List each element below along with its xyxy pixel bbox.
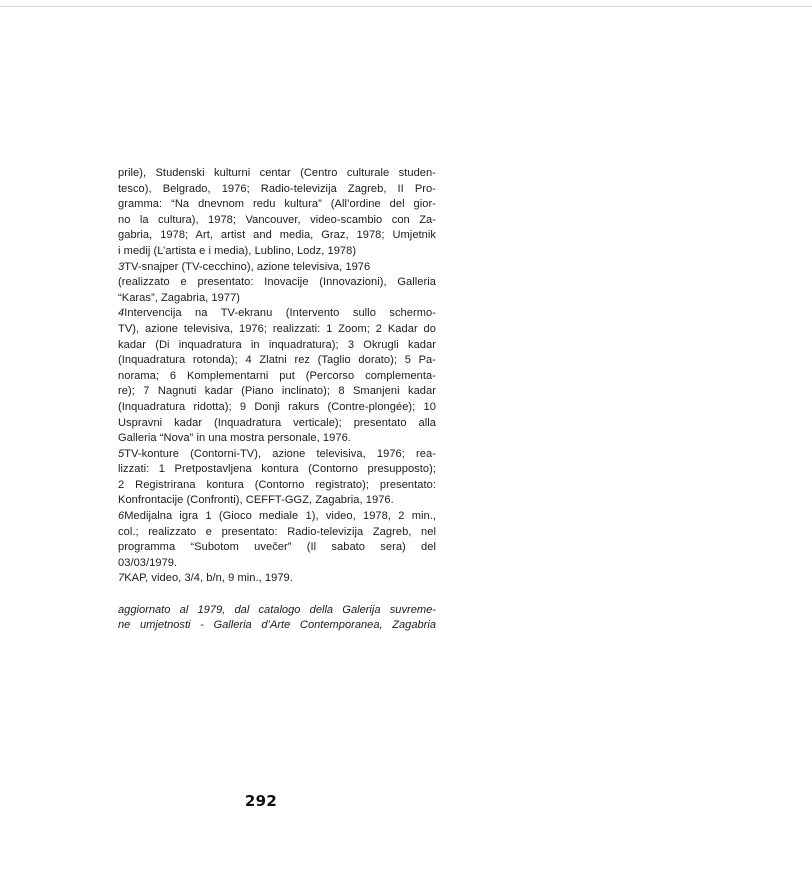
text-line <box>118 291 436 307</box>
text-line <box>118 525 436 541</box>
text-line <box>118 322 436 338</box>
source-note-line: ne umjetnosti - Galleria d’Arte Contemporanea, Zagabria <box>118 619 436 632</box>
line-text: TV-konture (Contorni-TV), azione televisiva, 1976; rea- <box>124 447 436 460</box>
text-line <box>118 260 436 276</box>
text-line <box>118 338 436 354</box>
line-text: Medijalna igra 1 (Gioco mediale 1), video, 1978, 2 min., <box>124 510 436 523</box>
line-text: “Karas”, Zagabria, 1977) <box>118 291 241 304</box>
note-number: 6 <box>118 510 125 523</box>
text-line <box>118 556 436 572</box>
line-text: i medij (L’artista e i media), Lublino, Lodz, 1978) <box>118 244 357 257</box>
line-text: (Inquadratura ridotta); 9 Donji rakurs (Contre-plongée); 10 <box>118 400 436 413</box>
text-line <box>118 540 436 556</box>
line-text: tesco), Belgrado, 1976; Radio-televizija Zagreb, II Pro- <box>118 182 436 195</box>
text-line <box>118 509 436 525</box>
text-line <box>118 369 436 385</box>
line-text: (realizzato e presentato: Inovacije (Innovazioni), Galleria <box>118 276 436 289</box>
line-text: Galleria “Nova” in una mostra personale, 1976. <box>118 432 351 445</box>
line-text: re); 7 Nagnuti kadar (Piano inclinato); 8 Smanjeni kadar <box>118 385 436 398</box>
line-text: programma “Subotom uvečer” (Il sabato sera) del <box>118 541 436 554</box>
text-line <box>118 244 436 260</box>
line-text: 2 Registrirana kontura (Contorno registrato); presentato: <box>118 478 436 491</box>
text-line <box>118 306 436 322</box>
body-text-column <box>118 166 436 634</box>
text-line <box>118 462 436 478</box>
note-number: 5 <box>118 447 125 460</box>
text-line <box>118 228 436 244</box>
note-number: 4 <box>118 307 125 320</box>
text-line <box>118 400 436 416</box>
page-number: 292 <box>244 792 278 810</box>
text-line <box>118 493 436 509</box>
line-text: Uspravni kadar (Inquadratura verticale); presentato alla <box>118 416 436 429</box>
line-text: no la cultura), 1978; Vancouver, video-scambio con Za- <box>118 213 436 226</box>
line-text: Intervencija na TV-ekranu (Intervento sullo schermo- <box>124 307 436 320</box>
line-text: TV-snajper (TV-cecchino), azione televisiva, 1976 <box>124 260 371 273</box>
paragraph-gap <box>118 587 436 603</box>
top-rule <box>0 6 812 7</box>
text-line <box>118 182 436 198</box>
text-line <box>118 431 436 447</box>
text-line <box>118 275 436 291</box>
line-text: gramma: “Na dnevnom redu kultura” (All’ordine del gior- <box>118 198 436 211</box>
line-text: TV), azione televisiva, 1976; realizzati: 1 Zoom; 2 Kadar do <box>118 322 436 335</box>
line-text: norama; 6 Komplementarni put (Percorso complementa- <box>118 369 436 382</box>
text-line <box>118 384 436 400</box>
text-line <box>118 353 436 369</box>
line-text: Konfrontacije (Confronti), CEFFT-GGZ, Zagabria, 1976. <box>118 494 394 507</box>
line-text: prile), Studenski kulturni centar (Centro culturale studen- <box>118 167 436 179</box>
text-line <box>118 416 436 432</box>
line-text: (Inquadratura rotonda); 4 Zlatni rez (Taglio dorato); 5 Pa- <box>118 354 436 367</box>
line-text: 03/03/1979. <box>118 556 178 569</box>
text-line <box>118 571 436 587</box>
line-text: kadar (Di inquadratura in inquadratura); 3 Okrugli kadar <box>118 338 436 351</box>
note-number: 7 <box>118 572 125 585</box>
line-text: col.; realizzato e presentato: Radio-televizija Zagreb, nel <box>118 525 436 538</box>
note-number: 3 <box>118 260 125 273</box>
text-line <box>118 478 436 494</box>
line-text: lizzati: 1 Pretpostavljena kontura (Contorno presupposto); <box>118 463 436 476</box>
text-line <box>118 447 436 463</box>
text-line <box>118 213 436 229</box>
line-text: gabria, 1978; Art, artist and media, Graz, 1978; Umjetnik <box>118 229 436 242</box>
text-line <box>118 166 436 182</box>
line-text: KAP, video, 3/4, b/n, 9 min., 1979. <box>124 572 293 585</box>
text-line <box>118 197 436 213</box>
source-note-line: aggiornato al 1979, dal catalogo della Galerija suvreme- <box>118 603 436 616</box>
